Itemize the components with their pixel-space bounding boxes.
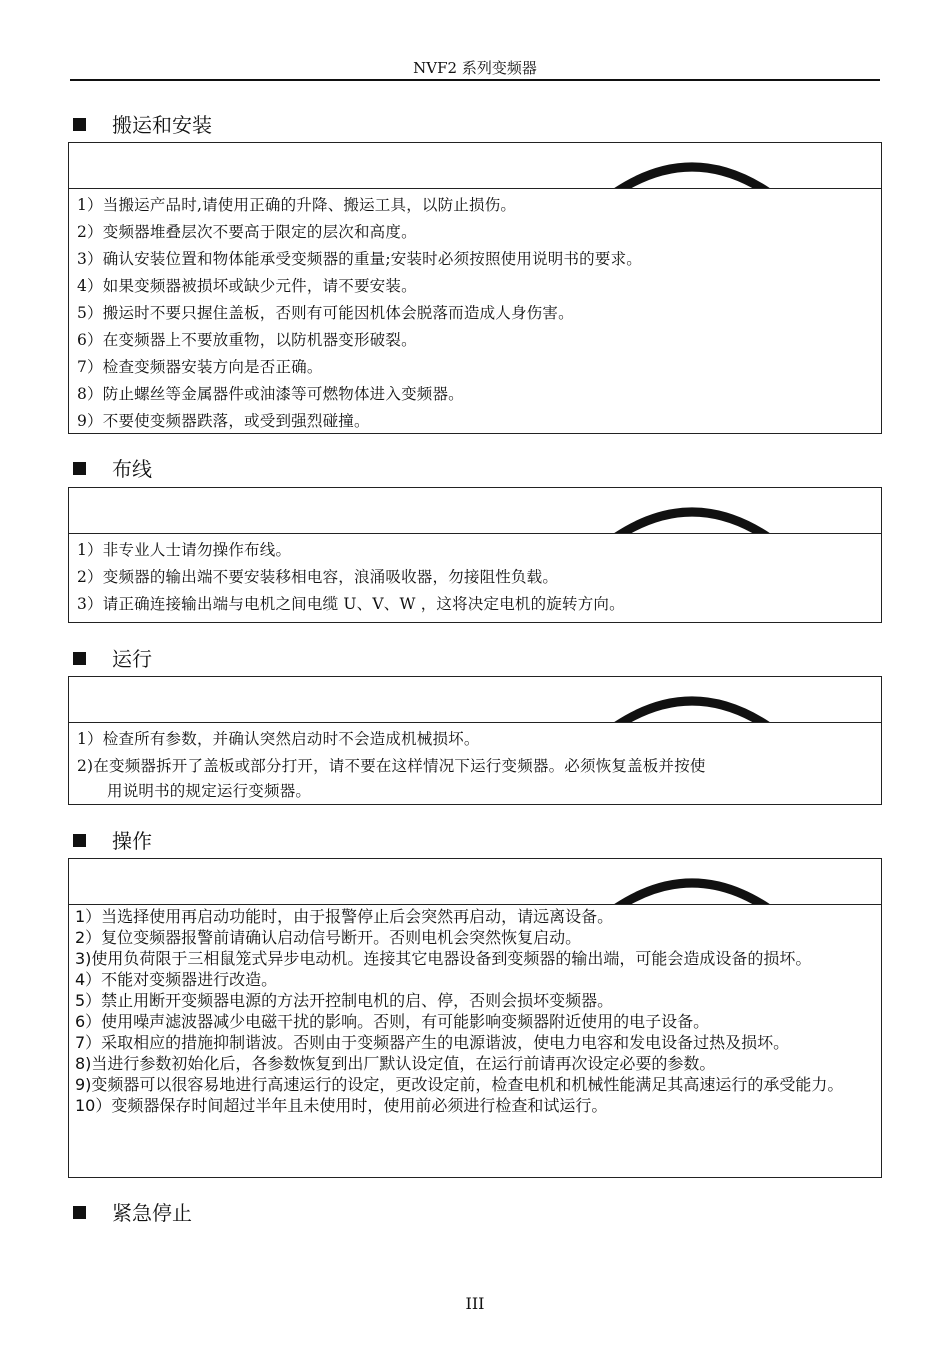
page-number: III [465,1294,485,1313]
caution-body [69,905,881,1116]
list-item: 4）如果变频器被损坏或缺少元件，请不要安装。 [77,277,417,295]
section-heading-emergency [73,1200,192,1226]
list-item: 5）搬运时不要只握住盖板，否则有可能因机体会脱落而造成人身伤害。 [77,304,574,322]
list-item: 4）不能对变频器进行改造。 [75,970,278,989]
list-item: 1）检查所有参数，并确认突然启动时不会造成机械损坏。 [77,730,480,748]
caution-body [69,534,881,618]
list-item: 6）在变频器上不要放重物，以防机器变形破裂。 [77,331,417,349]
square-bullet-icon [73,462,86,475]
section-heading-text: 布线 [112,457,152,481]
list-item: 5）禁止用断开变频器电源的方法开控制电机的启、停，否则会损坏变频器。 [75,991,614,1010]
list-item: 3）请正确连接输出端与电机之间电缆 U、V、W ，这将决定电机的旋转方向。 [77,595,625,613]
caution-body [69,189,881,435]
list-item: 2）变频器堆叠层次不要高于限定的层次和高度。 [77,223,417,241]
square-bullet-icon [73,1206,86,1219]
list-item: 2）复位变频器报警前请确认启动信号断开。否则电机会突然恢复启动。 [75,928,582,947]
list-item: 6）使用噪声滤波器减少电磁干扰的影响。否则，有可能影响变频器附近使用的电子设备。 [75,1012,710,1031]
caution-header [69,677,881,723]
section-heading-operation [73,828,152,854]
list-item: 10）变频器保存时间超过半年且未使用时，使用前必须进行检查和试运行。 [75,1096,608,1115]
caution-box-running [68,676,882,805]
list-item: 1）当搬运产品时,请使用正确的升降、搬运工具，以防止损伤。 [77,196,517,214]
list-item: 1）当选择使用再启动功能时，由于报警停止后会突然再启动，请远离设备。 [75,907,614,926]
section-heading-text: 操作 [112,829,152,853]
section-heading-install [73,112,212,138]
list-item: 2）变频器的输出端不要安装移相电容，浪涌吸收器，勿接阻性负载。 [77,568,559,586]
caution-body [69,723,881,802]
caution-box-operation [68,858,882,1178]
caution-header [69,488,881,534]
list-item: 7）检查变频器安装方向是否正确。 [77,358,323,376]
caution-box-install [68,142,882,434]
list-item: 7）采取相应的措施抑制谐波。否则由于变频器产生的电源谐波，使电力电容和发电设备过热及损坏。 [75,1033,790,1052]
caution-arc-icon [606,145,778,189]
list-item: 2)在变频器拆开了盖板或部分打开，请不要在这样情况下运行变频器。必须恢复盖板并按使 [77,757,706,775]
caution-arc-icon [606,490,778,534]
section-heading-running [73,646,152,672]
square-bullet-icon [73,834,86,847]
caution-header [69,143,881,189]
section-heading-text: 搬运和安装 [112,113,212,137]
header-rule [70,79,880,81]
caution-header [69,859,881,905]
section-heading-text: 运行 [112,647,152,671]
list-item: 8）防止螺丝等金属器件或油漆等可燃物体进入变频器。 [77,385,464,403]
list-item: 3)使用负荷限于三相鼠笼式异步电动机。连接其它电器设备到变频器的输出端，可能会造成设备的损坏。 [75,949,812,968]
caution-box-wiring [68,487,882,623]
document-header-title: NVF2 系列变频器 [413,59,537,77]
list-item: 9）不要使变频器跌落，或受到强烈碰撞。 [77,412,370,430]
section-heading-text: 紧急停止 [112,1201,192,1225]
list-item-continuation: 用说明书的规定运行变频器。 [107,782,312,800]
caution-arc-icon [606,679,778,723]
section-heading-wiring [73,456,152,482]
caution-arc-icon [606,861,778,905]
list-item: 9)变频器可以很容易地进行高速运行的设定，更改设定前，检查电机和机械性能满足其高速运行的承受能力。 [75,1075,844,1094]
list-item: 8)当进行参数初始化后，各参数恢复到出厂默认设定值，在运行前请再次设定必要的参数。 [75,1054,716,1073]
list-item: 3）确认安装位置和物体能承受变频器的重量;安装时必须按照使用说明书的要求。 [77,250,642,268]
square-bullet-icon [73,652,86,665]
list-item: 1）非专业人士请勿操作布线。 [77,541,292,559]
square-bullet-icon [73,118,86,131]
